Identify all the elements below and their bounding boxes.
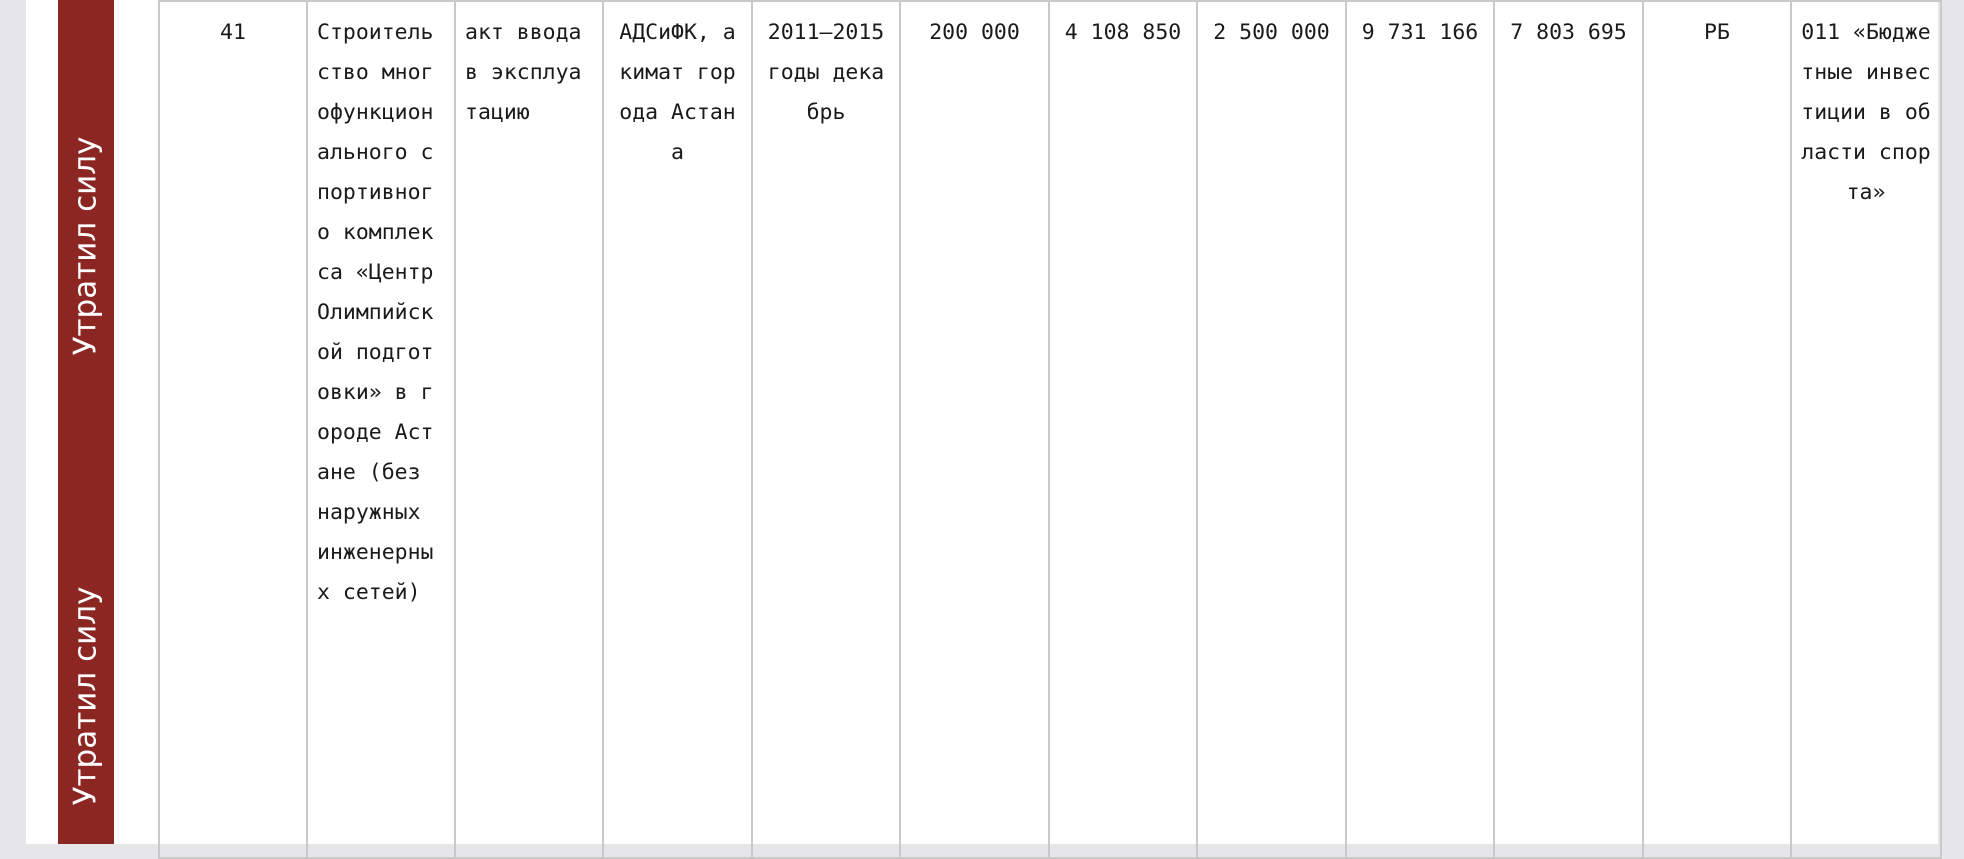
cell-budget-program: 011 «Бюджетные инвестиции в области спорта» xyxy=(1791,1,1941,858)
table-row xyxy=(159,1,1941,858)
cell-result-document: акт ввода в эксплуатацию xyxy=(455,1,603,858)
document-page xyxy=(26,0,1938,844)
cell-amount-3: 2 500 000 xyxy=(1197,1,1346,858)
repealed-stamp-text: Утратил силу xyxy=(67,136,104,356)
cell-amount-5: 7 803 695 xyxy=(1494,1,1643,858)
cell-row-number: 41 xyxy=(159,1,307,858)
cell-executor: АДСиФК, акимат города Астана xyxy=(603,1,752,858)
cell-amount-2: 4 108 850 xyxy=(1049,1,1197,858)
cell-amount-4: 9 731 166 xyxy=(1346,1,1494,858)
repealed-stamp-band xyxy=(58,0,114,844)
cell-funding-source: РБ xyxy=(1643,1,1791,858)
repealed-stamp-text: Утратил силу xyxy=(67,586,104,806)
cell-amount-1: 200 000 xyxy=(900,1,1049,858)
cell-period: 2011–2015 годы декабрь xyxy=(752,1,900,858)
investment-projects-table xyxy=(158,0,1942,859)
cell-project-name: Строительство многофункционального спортивного комплекса «Центр Олимпийской подготовки» в городе Астане (без наружных инженерных сетей) xyxy=(307,1,455,858)
